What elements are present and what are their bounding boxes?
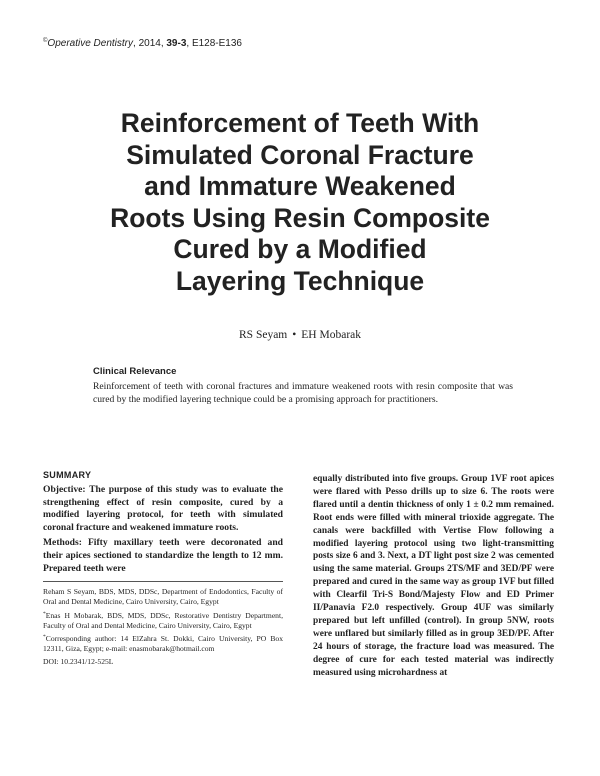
clinical-relevance-box: [93, 366, 513, 407]
left-column: [43, 470, 283, 666]
title-line: Simulated Coronal Fracture: [126, 139, 474, 170]
affiliation-marker: *: [43, 610, 46, 617]
clinical-relevance-heading: Clinical Relevance: [93, 366, 177, 377]
title-line: Roots Using Resin Composite: [110, 202, 490, 233]
journal-pages: , E128-E136: [186, 38, 242, 49]
affiliation-item: *Corresponding author: 14 ElZahra St. Dokki, Cairo University, PO Box 12311, Giza, Egypt; e-mail: enasmobarak@hotmail.com: [43, 634, 283, 654]
journal-volume: 39-3: [166, 38, 187, 49]
author-separator: •: [292, 329, 297, 341]
abstract-methods-continued: equally distributed into five groups. Group 1VF root apices were flared with Pesso drills up to size 6. The roots were flared until a dentin thickness of only 1 ± 0.2 mm remained. Root ends were filled with mineral trioxide aggregate. The canals were backfilled with Vertise Flow following a modified layering protocol using two light-transmitting posts size 6 and 3. Next, a DT light post size 2 was cemented using the same material. Groups 2TS/MF and 3ED/PF were prepared and cured in the same way as group 1VF but filled with Clearfil Tri-S Bond/Majesty Flow and ED Primer II/Panavia F2.0 respectively. Group 4UF was similarly prepared but left unfilled (control). In group 5NW, roots were unflared but similarly filled as in group 3ED/PF. After 24 hours of storage, the fracture load was measured. The degree of cure for each tested material was indirectly measured using microhardness at: [313, 474, 554, 678]
journal-year: , 2014,: [133, 38, 167, 49]
author-first: RS Seyam: [239, 329, 288, 341]
affiliations: [43, 586, 283, 654]
footnote-divider: [43, 581, 283, 582]
author-second: EH Mobarak: [301, 329, 361, 341]
title-line: Layering Technique: [175, 265, 425, 296]
right-column: [313, 473, 554, 680]
summary-heading: SUMMARY: [43, 470, 92, 480]
doi: DOI: 10.2341/12-525L: [43, 656, 114, 666]
abstract-left: [43, 484, 283, 575]
affiliation-marker: *: [43, 634, 46, 641]
title-line: Reinforcement of Teeth With: [120, 108, 480, 138]
copyright-mark: ©: [43, 38, 48, 44]
journal-citation: [43, 38, 242, 49]
abstract-objective: Objective: The purpose of this study was to evaluate the strengthening effect of resin composite, cured by a modified layering protocol, for teeth with simulated coronal fracture and weakened immature roots.: [43, 484, 283, 533]
author-line: [0, 329, 600, 341]
clinical-relevance-text: Reinforcement of teeth with coronal fractures and immature weakened roots with resin composite that was cured by the modified layering technique could be a promising approach for practitioners.: [93, 381, 513, 405]
title-line: and Immature Weakened: [144, 171, 456, 201]
affiliation-item: *Enas H Mobarak, BDS, MDS, DDSc, Restorative Dentistry Department, Faculty of Oral and Dental Medicine, Cairo University, Cairo, Egypt: [43, 610, 283, 630]
title-line: Cured by a Modified: [173, 234, 427, 264]
journal-name: Operative Dentistry: [47, 38, 134, 49]
abstract-methods-start: Methods: Fifty maxillary teeth were decoronated and their apices sectioned to standardize the length to 12 mm. Prepared teeth were: [43, 537, 283, 574]
affiliation-item: Reham S Seyam, BDS, MDS, DDSc, Department of Endodontics, Faculty of Oral and Dental Medicine, Cairo University, Cairo, Egypt: [43, 587, 283, 606]
article-title: [40, 108, 560, 297]
